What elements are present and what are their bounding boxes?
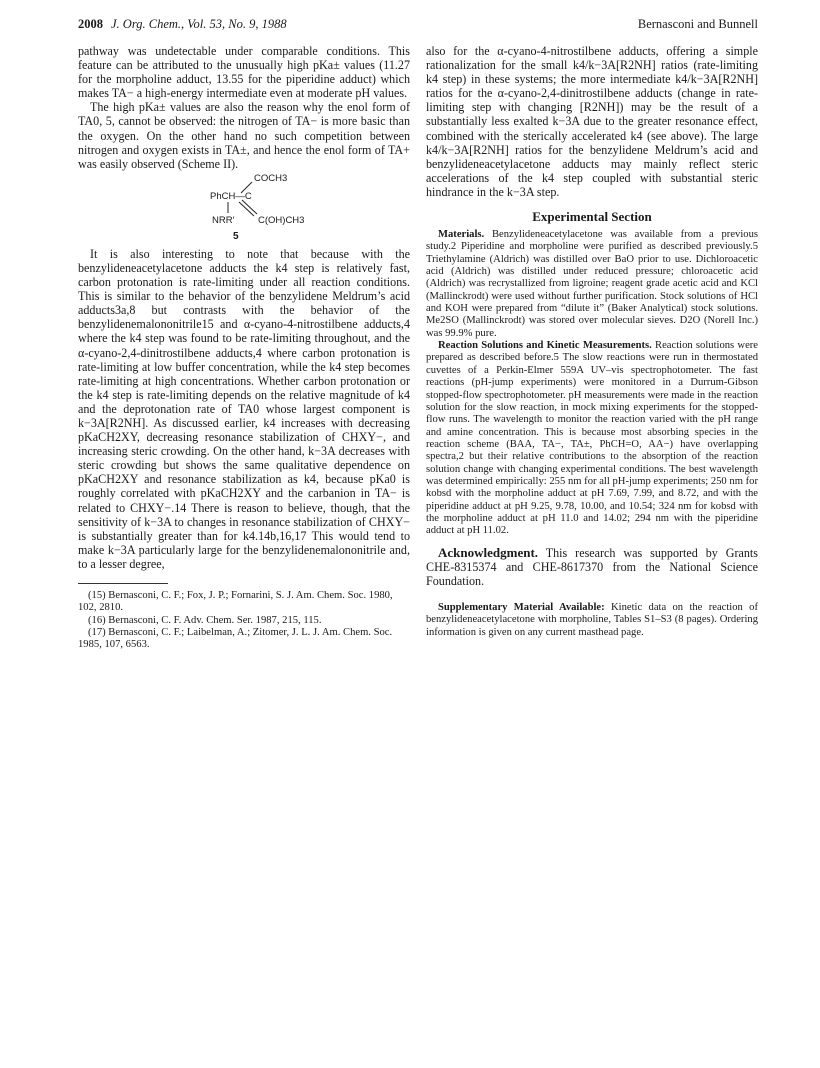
- structure-bottom-right: C(OH)CH3: [258, 214, 305, 226]
- supplementary-paragraph: [426, 602, 758, 639]
- left-paragraph-2: The high pKa± values are also the reason why the enol form of TA0, 5, cannot be observed: the nitrogen of TA− is more basic than the oxygen. On the other hand no such competition between nitrogen and oxygen exists in TA±, and hence the enol form of TA+ was easily observed (Scheme II).: [78, 100, 410, 171]
- left-column: [78, 44, 410, 651]
- left-paragraph-3: It is also interesting to note that because with the benzylideneacetylacetone adducts the k4 step is relatively fast, carbon protonation is rate-limiting under all reaction conditions. This is similar to the behavior of the benzylidene Meldrum’s acid adducts3a,8 but contrasts with the behavior of the benzylidenemalononitrile15 and α-cyano-4-nitrostilbene adducts,4 where the k4 step was found to be rate-limiting throughout, and the α-cyano-2,4-dinitrostilbene adducts,4 where carbon protonation is rate-limiting at low buffer concentration, while the k4 step becomes rate-limiting at high concentrations. Whether carbon protonation or the k4 step is rate-limiting depends on the relative magnitude of k4 and the deprotonation rate of TA0 whose largest component is k−3A[R2NH]. As discussed earlier, k4 increases with decreasing pKaCH2XY, decreasing resonance stabilization of CHXY−, and increasing steric crowding. On the other hand, k−3A decreases with steric crowding but shows the same qualitative dependence on pKaCH2XY and resonance stabilization as k4, because pKa0 is roughly correlated with pKaCH2XY and the carbanion in TA− is related to CHXY−.14 There is reason to believe, though, that the sensitivity of k−3A to changes in resonance stabilization of CHXY− is substantially greater than for k4.14b,16,17 This would tend to make k−3A particularly large for the benzylidenemalononitrile and, to a lesser degree,: [78, 246, 410, 571]
- right-paragraph-1: also for the α-cyano-4-nitrostilbene adducts, offering a simple rationalization for the small k4/k−3A[R2NH] ratios (rate-limiting k4 step) in these systems; the more intermediate k4/k−3A[R2NH] ratios for the α-cyano-2,4-dinitrostilbene adducts (change in rate-limiting step with changing [R2NH]) may be the result of a substantially less exalted k−3A due to the greater resonance effect, combined with the sterically accelerated k4 (see above). The large k4/k−3A[R2NH] ratios for the benzylidene Meldrum’s acid and benzylideneacetylacetone adducts may mainly reflect steric accelerations of the k4 step coupled with substantial steric hindrance in the k−3A step.: [426, 44, 758, 199]
- acknowledgment-text: This research was supported by Grants CHE-8315374 and CHE-8617370 from the National Science Foundation.: [426, 545, 758, 588]
- chemical-structure-5: [78, 171, 410, 247]
- header-left: [78, 17, 287, 32]
- acknowledgment-paragraph: [426, 546, 758, 588]
- experimental-section-title: Experimental Section: [532, 209, 652, 225]
- header-authors: Bernasconi and Bunnell: [637, 17, 758, 31]
- supplementary-label: Supplementary Material Available:: [438, 601, 605, 613]
- reaction-text: Reaction solutions were prepared as described before.5 The slow reactions were run in thermostated cuvettes of a Perkin-Elmer 559A UV–vis spectrophotometer. The fast reactions (pH-jump experiments) were monitored in a Durrum-Gibson stopped-flow spectrophotometer. pH measurements were made in the reaction solution for the slow reaction, in mock mixing experiments for the stopped-flow runs. The wavelength to monitor the reaction varied with the pH range and amine concentration. This is because most absorbing species in the reaction scheme (BAA, TA−, TA±, PhCH=O, AA−) have overlapping spectra,2 but their relative contributions to the absorption of the reaction solution change with changing experimental conditions. The best wavelength was determined empirically: 255 nm for all pH-jump experiments; 250 nm for kobsd with the morpholine adduct at pH 7.69, 7.99, and 8.72, and with the piperidine adduct at pH 9.25, 9.78, 10.00, and 10.54; 324 nm for kobsd with the morpholine adduct at pH 11.0 and 14.02; 294 nm with the piperidine adduct at pH 11.02.: [426, 340, 758, 537]
- materials-paragraph: [426, 229, 758, 340]
- reaction-paragraph: [426, 340, 758, 538]
- right-column: [426, 44, 758, 639]
- page-number: 2008: [78, 17, 103, 31]
- materials-text: Benzylideneacetylacetone was available from a previous study.2 Piperidine and morpholine were purified as described previously.5 Triethylamine (Aldrich) was distilled over BaO prior to use. Dichloroacetic acid (Aldrich) was distilled under reduced pressure; chloroacetic acid (Aldrich) was recrystallized from ligroine; reagent grade acetic acid and KCl (Mallinckrodt) were used without further purification. Stock solutions of HCl and KOH were prepared from “dilute it” (Baker Analytical) stock solutions. Me2SO (Mallinckrodt) was stored over molecular sieves. D2O (Norell Inc.) was 99.9% pure.: [426, 229, 758, 339]
- footnote-rule: [78, 583, 168, 584]
- materials-label: Materials.: [438, 229, 485, 241]
- page-header: [78, 17, 758, 35]
- footnote-15: (15) Bernasconi, C. F.; Fox, J. P.; Fornarini, S. J. Am. Chem. Soc. 1980, 102, 2810.: [78, 590, 393, 614]
- structure-left-group: PhCH—C: [210, 190, 252, 202]
- footnote-16: (16) Bernasconi, C. F. Adv. Chem. Ser. 1987, 215, 115.: [88, 614, 322, 626]
- structure-bottom-left: NRR′: [212, 214, 235, 226]
- structure-bonds: [78, 171, 410, 247]
- structure-top-group: COCH3: [254, 172, 288, 184]
- compound-number: 5: [233, 230, 239, 242]
- acknowledgment-label: Acknowledgment.: [438, 544, 539, 560]
- left-paragraph-1: pathway was undetectable under comparable conditions. This feature can be attributed to the unusually high pKa± values (11.27 for the morpholine adduct, 13.55 for the piperidine adduct) which makes TA− a high-energy intermediate even at moderate pH values.: [78, 44, 410, 101]
- journal-citation: J. Org. Chem., Vol. 53, No. 9, 1988: [111, 17, 287, 31]
- reaction-label: Reaction Solutions and Kinetic Measurements.: [438, 340, 652, 352]
- footnote-17: (17) Bernasconi, C. F.; Laibelman, A.; Zitomer, J. L. J. Am. Chem. Soc. 1985, 107, 6563.: [78, 626, 393, 651]
- supplementary-text: Kinetic data on the reaction of benzylideneacetylacetone with morpholine, Tables S1–S3 (8 pages). Ordering information is given on any current masthead page.: [426, 601, 758, 638]
